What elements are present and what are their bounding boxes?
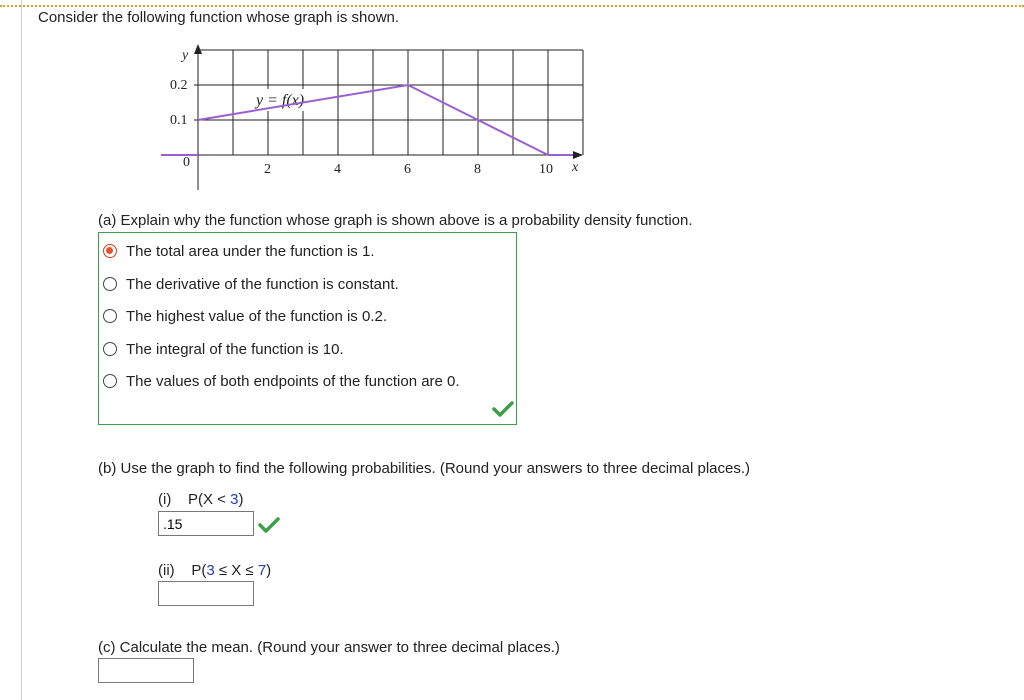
radio-button[interactable] <box>103 277 117 291</box>
radio-button[interactable] <box>103 374 117 388</box>
part-b-ii-expr-post: ) <box>266 562 272 579</box>
part-b-i-expr-post: ) <box>238 491 244 508</box>
correct-check-icon <box>258 516 280 534</box>
grid <box>194 50 583 190</box>
part-b-i-label <box>158 491 243 508</box>
option-label: The derivative of the function is constant. <box>126 275 399 293</box>
x-tick-8: 8 <box>474 162 481 177</box>
part-b-i-answer-input[interactable] <box>158 511 254 536</box>
part-b-ii-expr-mid: ≤ X ≤ <box>214 562 258 579</box>
part-a-choice-box <box>98 232 517 425</box>
function-graph <box>158 40 598 199</box>
option-endpoints-zero[interactable] <box>103 370 460 392</box>
y-tick-0.1: 0.1 <box>170 113 188 128</box>
problem-intro: Consider the following function whose graph is shown. <box>38 9 400 26</box>
part-c-answer-input[interactable] <box>98 658 194 683</box>
part-b-question: (b) Use the graph to find the following probabilities. (Round your answers to three decimal places.) <box>98 460 751 477</box>
option-derivative-constant[interactable] <box>103 273 399 295</box>
option-label: The highest value of the function is 0.2. <box>126 307 387 325</box>
part-b-ii-label <box>158 562 271 579</box>
y-axis-arrow <box>194 44 202 54</box>
y-tick-0.2: 0.2 <box>170 78 188 93</box>
part-b-i-expr-pre: P(X < <box>188 491 231 508</box>
correct-check-icon <box>492 400 514 418</box>
part-b-ii-number: (ii) <box>158 562 175 579</box>
x-tick-2: 2 <box>264 162 271 177</box>
x-axis-arrow <box>573 151 583 159</box>
option-highest-value[interactable] <box>103 305 387 327</box>
part-a-question: (a) Explain why the function whose graph is shown above is a probability density function. <box>98 212 693 229</box>
y-axis-label: y <box>182 48 189 63</box>
top-dotted-rule <box>0 5 1024 7</box>
radio-button[interactable] <box>103 309 117 323</box>
x-tick-6: 6 <box>404 162 411 177</box>
graph-svg <box>158 40 598 195</box>
part-b-ii-expr-b: 7 <box>257 562 267 579</box>
radio-button[interactable] <box>103 342 117 356</box>
x-tick-4: 4 <box>334 162 341 177</box>
option-label: The integral of the function is 10. <box>126 340 344 358</box>
option-label: The total area under the function is 1. <box>126 242 375 260</box>
radio-button-selected[interactable] <box>103 244 117 258</box>
part-c-question: (c) Calculate the mean. (Round your answer to three decimal places.) <box>98 639 560 656</box>
option-total-area[interactable] <box>103 240 375 262</box>
part-b-ii-expr-a: 3 <box>206 562 215 579</box>
option-integral-ten[interactable] <box>103 338 344 360</box>
option-label: The values of both endpoints of the function are 0. <box>126 372 460 390</box>
part-b-i-number: (i) <box>158 491 172 508</box>
part-b-ii-answer-input[interactable] <box>158 581 254 606</box>
x-axis-label: x <box>572 160 579 175</box>
left-margin-rule <box>21 0 22 700</box>
y-tick-0: 0 <box>183 155 190 170</box>
function-label: y = f(x) <box>256 92 305 109</box>
x-tick-10: 10 <box>539 162 553 177</box>
part-b-i-expr-value: 3 <box>230 491 239 508</box>
part-b-ii-expr-pre: P( <box>191 562 207 579</box>
